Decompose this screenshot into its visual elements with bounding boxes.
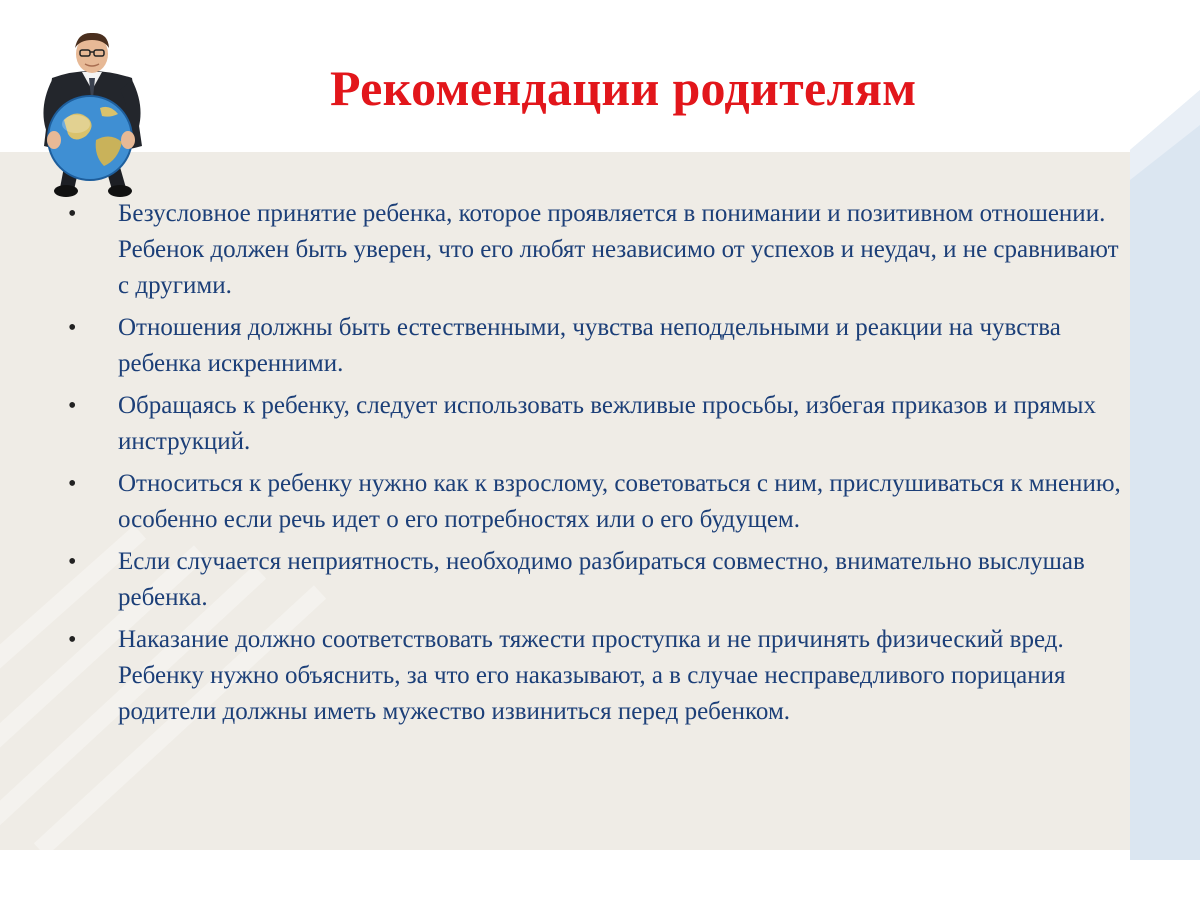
bullet-text: Относиться к ребенку нужно как к взрослому, советоваться с ним, прислушиваться к мнению, особенно если речь идет о его потребностях или о его будущем. bbox=[118, 470, 1121, 533]
bullet-icon: • bbox=[68, 549, 77, 575]
bullet-icon: • bbox=[68, 627, 77, 653]
list-item bbox=[68, 622, 1132, 730]
bullet-icon: • bbox=[68, 393, 77, 419]
bullet-icon: • bbox=[68, 201, 77, 227]
slide-title: Рекомендации родителям bbox=[330, 60, 917, 116]
side-decoration bbox=[1130, 90, 1200, 860]
man-holding-globe-icon bbox=[30, 28, 155, 200]
list-item bbox=[68, 388, 1132, 460]
bullet-text: Обращаясь к ребенку, следует использовать вежливые просьбы, избегая приказов и прямых инструкций. bbox=[118, 392, 1096, 455]
bullet-icon: • bbox=[68, 471, 77, 497]
bullet-text: Если случается неприятность, необходимо разбираться совместно, внимательно выслушав ребенка. bbox=[118, 548, 1085, 611]
list-item bbox=[68, 544, 1132, 616]
bullet-text: Отношения должны быть естественными, чувства неподдельными и реакции на чувства ребенка искренними. bbox=[118, 314, 1061, 377]
list-item bbox=[68, 196, 1132, 304]
list-item bbox=[68, 466, 1132, 538]
bullet-text: Безусловное принятие ребенка, которое проявляется в понимании и позитивном отношении. Ребенок должен быть уверен, что его любят независимо от успехов и неудач, и не сравнивают с другими. bbox=[118, 200, 1119, 299]
list-item bbox=[68, 310, 1132, 382]
bullet-text: Наказание должно соответствовать тяжести проступка и не причинять физический вред. Ребенку нужно объяснить, за что его наказывают, а в случае несправедливого порицания родители должны иметь мужество извиниться перед ребенком. bbox=[118, 626, 1066, 725]
recommendations-list bbox=[68, 196, 1132, 736]
bullet-icon: • bbox=[68, 315, 77, 341]
